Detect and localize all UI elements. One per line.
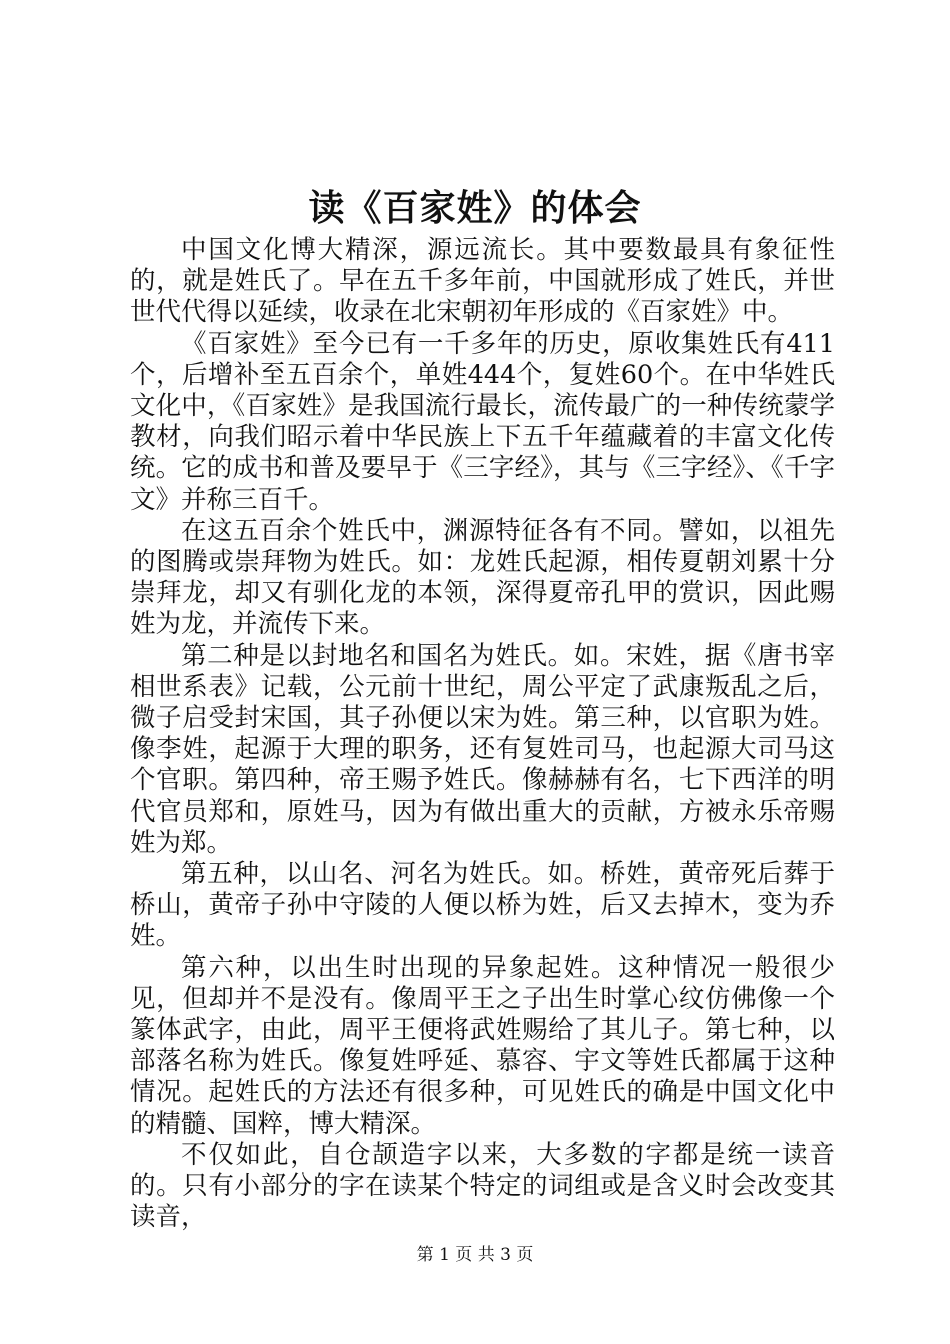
paragraph-2: 《百家姓》至今已有一千多年的历史，原收集姓氏有411个，后增补至五百余个，单姓444个，复姓60个。在中华姓氏文化中，《百家姓》是我国流行最长，流传最广的一种传统蒙学教材，向我们昭示着中华民族上下五千年蕴藏着的丰富文化传统。它的成书和普及要早于《三字经》，其与《三字经》、《千字文》并称三百千。 (130, 328, 835, 515)
paragraph-1: 中国文化博大精深，源远流长。其中要数最具有象征性的，就是姓氏了。早在五千多年前，中国就形成了姓氏，并世世代代得以延续，收录在北宋朝初年形成的《百家姓》中。 (130, 235, 835, 328)
document-body (130, 235, 835, 1234)
paragraph-3: 在这五百余个姓氏中，渊源特征各有不同。譬如，以祖先的图腾或崇拜物为姓氏。如：龙姓氏起源，相传夏朝刘累十分崇拜龙，却又有驯化龙的本领，深得夏帝孔甲的赏识，因此赐姓为龙，并流传下来。 (130, 515, 835, 640)
paragraph-6: 第六种，以出生时出现的异象起姓。这种情况一般很少见，但却并不是没有。像周平王之子出生时掌心纹仿佛像一个篆体武字，由此，周平王便将武姓赐给了其儿子。第七种，以部落名称为姓氏。像复姓呼延、慕容、宇文等姓氏都属于这种情况。起姓氏的方法还有很多种，可见姓氏的确是中国文化中的精髓、国粹，博大精深。 (130, 952, 835, 1139)
paragraph-5: 第五种，以山名、河名为姓氏。如。桥姓，黄帝死后葬于桥山，黄帝子孙中守陵的人便以桥为姓，后又去掉木，变为乔姓。 (130, 859, 835, 952)
document-title: 读《百家姓》的体会 (308, 187, 642, 229)
paragraph-7: 不仅如此，自仓颉造字以来，大多数的字都是统一读音的。只有小部分的字在读某个特定的词组或是含义时会改变其读音， (130, 1139, 835, 1233)
paragraph-4: 第二种是以封地名和国名为姓氏。如。宋姓，据《唐书宰相世系表》记载，公元前十世纪，周公平定了武康叛乱之后，微子启受封宋国，其子孙便以宋为姓。第三种，以官职为姓。像李姓，起源于大理的职务，还有复姓司马，也起源大司马这个官职。第四种，帝王赐予姓氏。像赫赫有名，七下西洋的明代官员郑和，原姓马，因为有做出重大的贡献，方被永乐帝赐姓为郑。 (130, 640, 835, 858)
page-number-footer: 第 1 页 共 3 页 (416, 1245, 534, 1265)
